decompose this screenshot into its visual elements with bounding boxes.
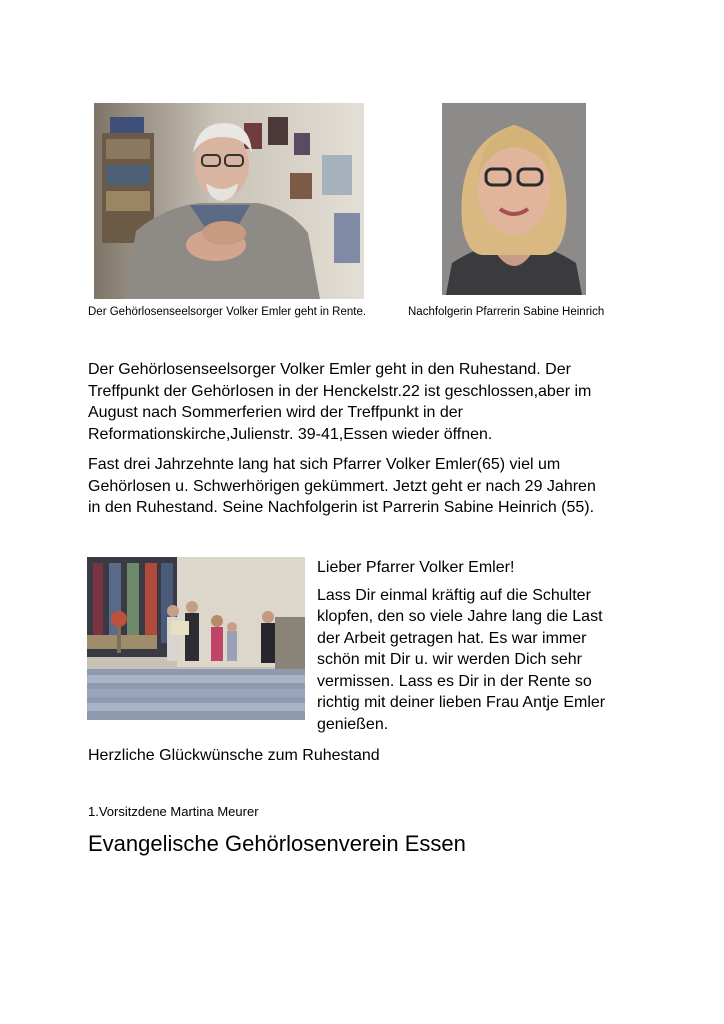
intro-line: Der Gehörlosenseelsorger Volker Emler geht in den Ruhestand. Der — [88, 361, 571, 378]
letter-line: Lass Dir einmal kräftig auf die Schulter — [317, 586, 591, 604]
photo-farewell-ceremony — [87, 557, 305, 720]
history-line: in den Ruhestand. Seine Nachfolgerin ist Parrerin Sabine Heinrich (55). — [88, 499, 595, 516]
organization-name: Evangelische Gehörlosenverein Essen — [88, 831, 466, 856]
intro-line: Treffpunkt der Gehörlosen in der Henckelstr.22 ist geschlossen,aber im — [88, 382, 592, 400]
history-line: Gehörlosen u. Schwerhörigen gekümmert. Jetzt geht er nach 29 Jahren — [88, 477, 596, 495]
caption-sabine-heinrich: Nachfolgerin Pfarrerin Sabine Heinrich — [408, 306, 605, 318]
letter-salutation: Lieber Pfarrer Volker Emler! — [317, 559, 515, 576]
intro-line: August nach Sommerferien wird der Treffpunkt in der — [88, 404, 463, 421]
letter-line: klopfen, den so viele Jahre lang die Last — [317, 608, 603, 625]
signature-line: 1.Vorsitzdene Martina Meurer — [88, 804, 259, 819]
letter-line: genießen. — [317, 715, 389, 733]
history-line: Fast drei Jahrzehnte lang hat sich Pfarrer Volker Emler(65) viel um — [88, 456, 561, 473]
photo-volker-emler — [94, 103, 364, 299]
intro-paragraph — [88, 359, 648, 445]
caption-volker-emler: Der Gehörlosenseelsorger Volker Emler geht in Rente. — [88, 306, 367, 318]
letter-block — [317, 557, 617, 735]
letter-line: schön mit Dir u. wir werden Dich sehr — [317, 651, 582, 668]
photo-sabine-heinrich — [442, 103, 586, 295]
congratulations-text: Herzliche Glückwünsche zum Ruhestand — [88, 747, 380, 764]
letter-line: richtig mit deiner lieben Frau Antje Emler — [317, 694, 606, 711]
letter-line: vermissen. Lass es Dir in der Rente so — [317, 672, 592, 690]
letter-line: der Arbeit getragen hat. Es war immer — [317, 629, 587, 647]
history-paragraph — [88, 454, 648, 519]
intro-line: Reformationskirche,Julienstr. 39-41,Essen wieder öffnen. — [88, 425, 493, 443]
